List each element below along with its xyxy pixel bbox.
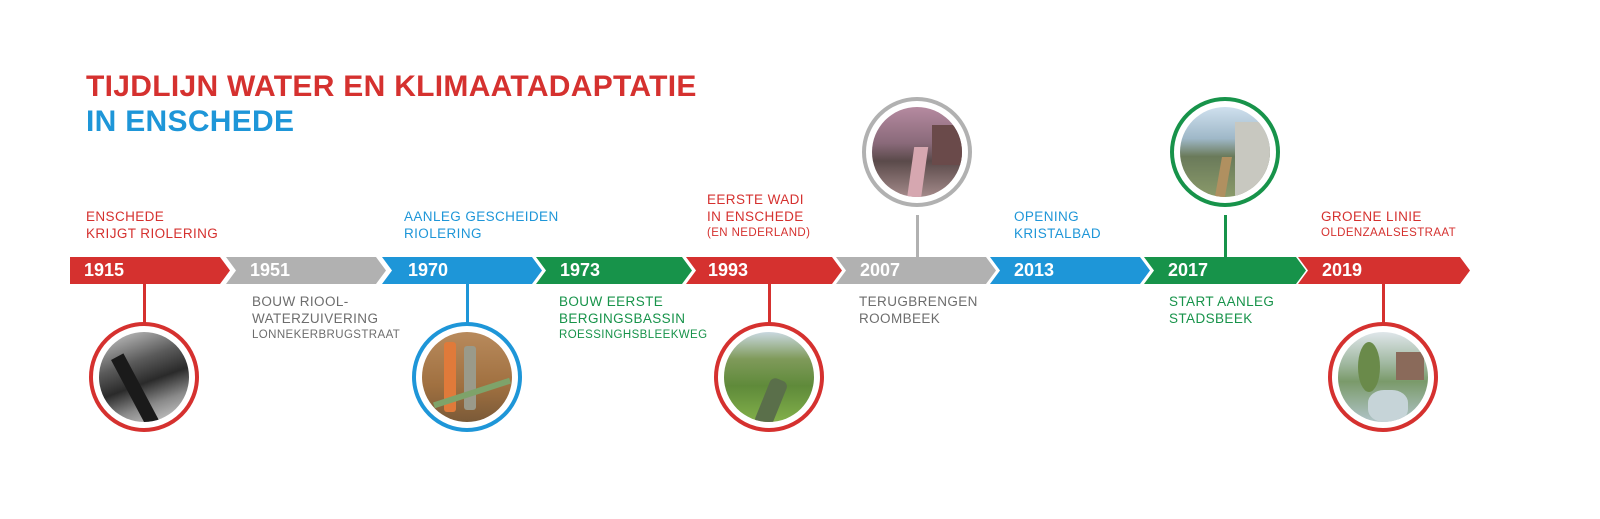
event-label-small: OLDENZAALSESTRAAT bbox=[1321, 227, 1457, 239]
event-label-line: BOUW RIOOL- bbox=[252, 294, 349, 309]
year-label-1970: 1970 bbox=[408, 260, 449, 280]
event-label-line: RIOLERING bbox=[404, 226, 482, 241]
event-label-small: ROESSINGHSBLEEKWEG bbox=[559, 329, 708, 341]
event-label-line: ENSCHEDE bbox=[86, 209, 165, 224]
event-label-2019 bbox=[1321, 208, 1456, 242]
event-label-line: TERUGBRENGEN bbox=[859, 294, 978, 309]
stem-1915 bbox=[143, 284, 146, 324]
groene-linie-photo bbox=[1338, 332, 1428, 422]
event-label-line: START AANLEG bbox=[1169, 294, 1275, 309]
photo-circle-2007 bbox=[862, 97, 972, 207]
photo-circle-1915 bbox=[89, 322, 199, 432]
photo-circle-1970 bbox=[412, 322, 522, 432]
segment-1915 bbox=[70, 257, 230, 284]
event-label-line: EERSTE WADI bbox=[707, 192, 804, 207]
event-label-1951 bbox=[252, 293, 400, 344]
arrow-shape-1970 bbox=[382, 257, 542, 284]
stem-1970 bbox=[466, 284, 469, 324]
stem-2019 bbox=[1382, 284, 1385, 324]
event-label-line: WATERZUIVERING bbox=[252, 311, 379, 326]
event-label-line: AANLEG GESCHEIDEN bbox=[404, 209, 559, 224]
segment-1993 bbox=[686, 257, 842, 284]
year-label-2013: 2013 bbox=[1014, 260, 1055, 280]
photo-circle-1993 bbox=[714, 322, 824, 432]
event-label-1970 bbox=[404, 208, 559, 242]
event-label-line: ROOMBEEK bbox=[859, 311, 941, 326]
event-label-line: STADSBEEK bbox=[1169, 311, 1253, 326]
year-label-1993: 1993 bbox=[708, 260, 749, 280]
photo-circle-2017 bbox=[1170, 97, 1280, 207]
event-label-small: LONNEKERBRUGSTRAAT bbox=[252, 329, 401, 341]
segment-2013 bbox=[990, 257, 1150, 284]
year-label-2019: 2019 bbox=[1322, 260, 1363, 280]
segment-1973 bbox=[536, 257, 692, 284]
year-label-2017: 2017 bbox=[1168, 260, 1209, 280]
stem-2017 bbox=[1224, 215, 1227, 257]
event-label-1993 bbox=[707, 191, 810, 242]
event-label-1915 bbox=[86, 208, 218, 242]
event-label-small: (EN NEDERLAND) bbox=[707, 227, 811, 239]
stadsbeek-photo bbox=[1180, 107, 1270, 197]
year-label-1951: 1951 bbox=[250, 260, 291, 280]
segment-2019 bbox=[1298, 257, 1470, 284]
event-label-line: BERGINGSBASSIN bbox=[559, 311, 686, 326]
roombeek-canal-photo bbox=[872, 107, 962, 197]
year-label-1973: 1973 bbox=[560, 260, 601, 280]
wadi-park-photo bbox=[724, 332, 814, 422]
event-label-line: KRIJGT RIOLERING bbox=[86, 226, 219, 241]
event-label-2013 bbox=[1014, 208, 1101, 242]
segment-2007 bbox=[836, 257, 996, 284]
event-label-line: OPENING bbox=[1014, 209, 1080, 224]
year-label-2007: 2007 bbox=[860, 260, 901, 280]
year-label-1915: 1915 bbox=[84, 260, 125, 280]
sewer-trench-photo bbox=[99, 332, 189, 422]
segment-2017 bbox=[1144, 257, 1306, 284]
photo-circle-2019 bbox=[1328, 322, 1438, 432]
title-line-2: IN ENSCHEDE bbox=[86, 105, 295, 138]
event-label-line: GROENE LINIE bbox=[1321, 209, 1422, 224]
stem-2007 bbox=[916, 215, 919, 257]
event-label-line: BOUW EERSTE bbox=[559, 294, 664, 309]
segment-1951 bbox=[226, 257, 386, 284]
event-label-2007 bbox=[859, 293, 978, 327]
title-line-1: TIJDLIJN WATER EN KLIMAATADAPTATIE bbox=[86, 70, 697, 103]
event-label-1973 bbox=[559, 293, 707, 344]
pipes-photo bbox=[422, 332, 512, 422]
segment-1970 bbox=[382, 257, 542, 284]
event-label-2017 bbox=[1169, 293, 1274, 327]
event-label-line: KRISTALBAD bbox=[1014, 226, 1102, 241]
stem-1993 bbox=[768, 284, 771, 324]
event-label-line: IN ENSCHEDE bbox=[707, 209, 804, 224]
